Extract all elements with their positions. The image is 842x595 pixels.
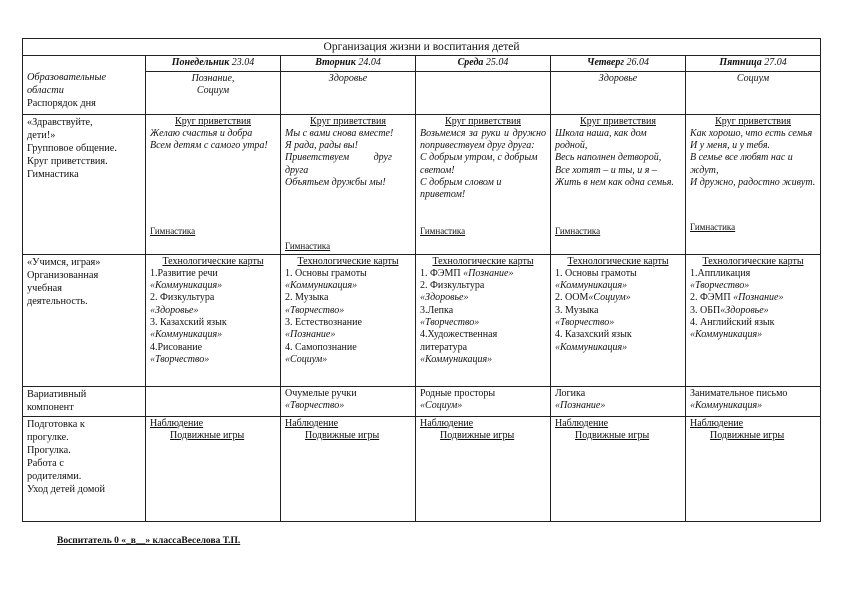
tech-cards-header: Технологические карты	[162, 255, 264, 267]
greeting-header: Круг приветствия	[310, 115, 386, 127]
schedule-table	[22, 38, 821, 522]
day-header-wed: Среда 25.04	[416, 56, 551, 71]
variative-wed: Родные просторы «Социум»	[416, 386, 551, 416]
area-fri: Социум	[686, 71, 821, 114]
gymnastics-label: Гимнастика	[555, 225, 601, 236]
variative-mon	[146, 386, 281, 416]
lesson-item: 1. ФЭМП «Познание»	[420, 267, 514, 279]
variative-tue: Очумелые ручки «Творчество»	[281, 386, 416, 416]
lesson-item: 3. Музыка «Творчество»	[555, 304, 615, 329]
area-mon: Познание, Социум	[146, 71, 281, 114]
lesson-item: 4. Английский язык «Коммуникация»	[690, 317, 775, 341]
lessons-fri	[686, 254, 821, 386]
page-title: Организация жизни и воспитания детей	[23, 39, 821, 56]
greeting-header: Круг приветствия	[445, 115, 521, 127]
walk-mon: Наблюдение Подвижные игры	[146, 416, 281, 521]
greeting-header: Круг приветствия	[175, 115, 251, 127]
lesson-item: 1. Основы грамоты «Коммуникация»	[285, 267, 367, 292]
area-tue: Здоровье	[281, 71, 416, 114]
lesson-item: 1.Развитие речи «Коммуникация»	[150, 267, 223, 292]
area-thu: Здоровье	[551, 71, 686, 114]
lesson-item: 2. ООМ«Социум»	[555, 292, 631, 304]
gymnastics-label: Гимнастика	[285, 240, 331, 251]
tech-cards-header: Технологические карты	[702, 255, 804, 267]
greeting-fri: Круг приветствия Как хорошо, что есть семья И у меня, и у тебя. В семье все любят нас и ждут, И дружно, радостно живут. Гимнастика	[686, 114, 821, 254]
day-header-mon: Понедельник 23.04	[146, 56, 281, 71]
lessons-thu	[551, 254, 686, 386]
lessons-tue	[281, 254, 416, 386]
walk-fri: Наблюдение Подвижные игры	[686, 416, 821, 521]
lesson-item: 4.Художественная литература «Коммуникация»	[420, 329, 498, 365]
lesson-item: 2. ФЭМП «Познание»	[690, 292, 784, 304]
lessons-label: «Учимся, играя» Организованная учебная деятельность.	[23, 254, 146, 386]
greeting-tue: Круг приветствия Мы с вами снова вместе! Я рада, рады вы! Приветствуем друг друга Объятьем дружбы мы! Гимнастика	[281, 114, 416, 254]
tech-cards-header: Технологические карты	[297, 255, 399, 267]
walk-wed: Наблюдение Подвижные игры	[416, 416, 551, 521]
lesson-item: 1.Аппликация «Творчество»	[690, 267, 751, 292]
lesson-item: 4. Самопознание «Социум»	[285, 341, 357, 365]
lessons-mon	[146, 254, 281, 386]
greeting-header: Круг приветствия	[715, 115, 791, 127]
lesson-item: 2. Физкультура «Здоровье»	[420, 280, 485, 304]
variative-label: Вариативный компонент	[23, 386, 146, 416]
lessons-wed	[416, 254, 551, 386]
walk-tue: Наблюдение Подвижные игры	[281, 416, 416, 521]
area-wed	[416, 71, 551, 114]
variative-thu: Логика «Познание»	[551, 386, 686, 416]
day-header-thu: Четверг 26.04	[551, 56, 686, 71]
day-header-tue: Вторник 24.04	[281, 56, 416, 71]
gymnastics-label: Гимнастика	[420, 225, 466, 236]
gymnastics-label: Гимнастика	[150, 225, 196, 236]
plan-sheet	[22, 38, 820, 522]
variative-fri: Занимательное письмо «Коммуникация»	[686, 386, 821, 416]
day-header-fri: Пятница 27.04	[686, 56, 821, 71]
walk-label: Подготовка к прогулке. Прогулка. Работа с родителями. Уход детей домой	[23, 416, 146, 521]
lesson-item: 2. Физкультура «Здоровье»	[150, 292, 215, 316]
lesson-item: 3. Казахский язык «Коммуникация»	[150, 317, 227, 341]
greeting-mon: Круг приветствия Желаю счастья и добра Всем детям с самого утра! Гимнастика	[146, 114, 281, 254]
lesson-item: 2. Музыка «Творчество»	[285, 292, 345, 316]
greeting-label: «Здравствуйте, дети!» Групповое общение. Круг приветствия. Гимнастика	[23, 114, 146, 254]
tech-cards-header: Технологические карты	[567, 255, 669, 267]
lesson-item: 4.Рисование «Творчество»	[150, 341, 210, 365]
greeting-wed: Круг приветствия Возьмемся за руки и дружно попривествуем друг друга: С добрым утром, с добрым светом! С добрым словом и приветом! Гимнастика	[416, 114, 551, 254]
lesson-item: 3. ОБП«Здоровье»	[690, 304, 769, 316]
lesson-item: 3. Естествознание «Познание»	[285, 317, 362, 341]
areas-label: Образовательные области Распорядок дня	[23, 56, 146, 114]
teacher-signature-line: Воспитатель 0 «_в__» классаВеселова Т.П.	[57, 536, 241, 546]
walk-thu: Наблюдение Подвижные игры	[551, 416, 686, 521]
greeting-thu: Круг приветствия Школа наша, как дом родной, Весь наполнен детворой, Все хотят – и ты, и я – Жить в нем как одна семья. Гимнастика	[551, 114, 686, 254]
lesson-item: 1. Основы грамоты «Коммуникация»	[555, 267, 637, 292]
tech-cards-header: Технологические карты	[432, 255, 534, 267]
gymnastics-label: Гимнастика	[690, 221, 736, 232]
lesson-item: 3.Лепка «Творчество»	[420, 304, 480, 329]
greeting-header: Круг приветствия	[580, 115, 656, 127]
lesson-item: 4. Казахский язык «Коммуникация»	[555, 329, 632, 353]
